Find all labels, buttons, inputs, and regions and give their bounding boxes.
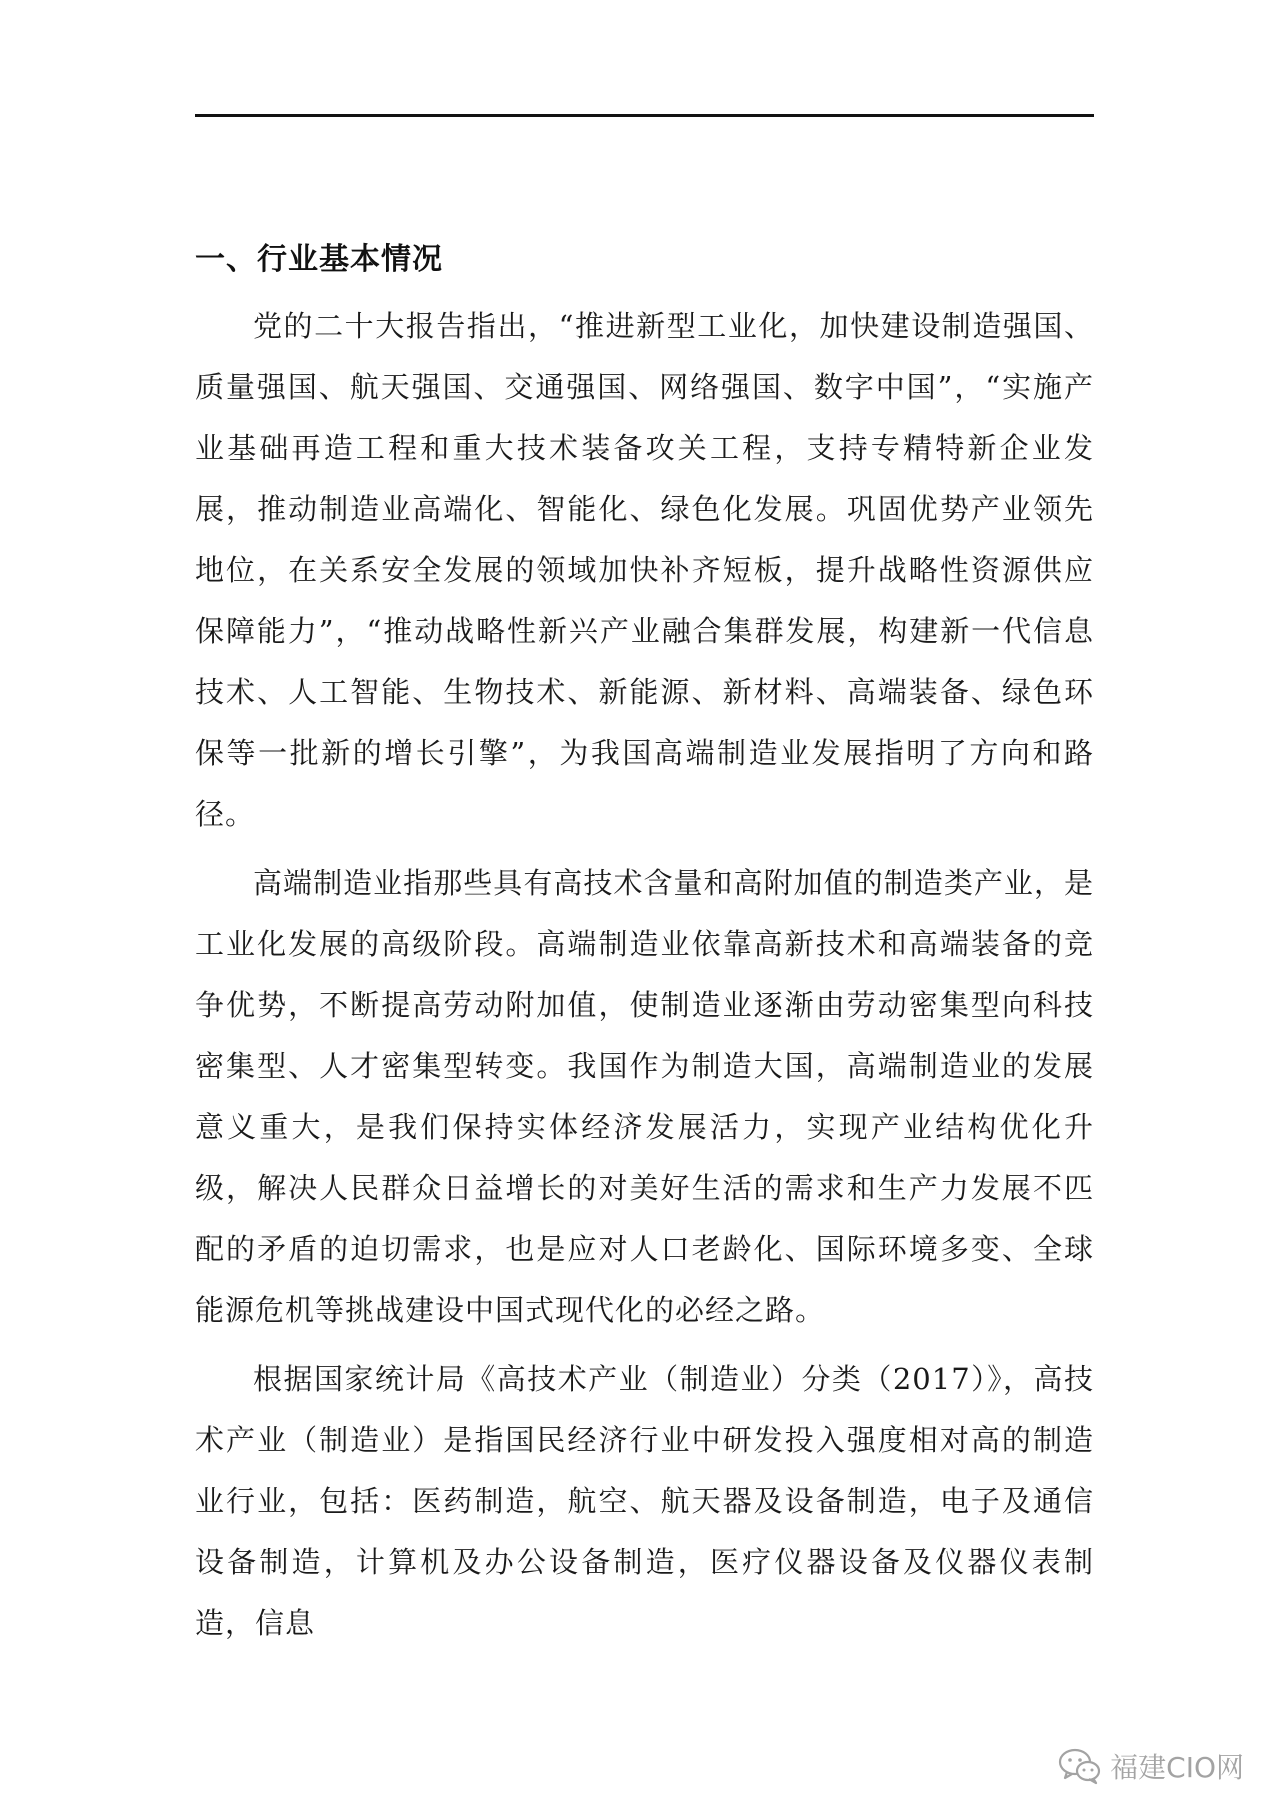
paragraph-2: 高端制造业指那些具有高技术含量和高附加值的制造类产业，是工业化发展的高级阶段。高端制造业依靠高新技术和高端装备的竞争优势，不断提高劳动附加值，使制造业逐渐由劳动密集型向科技密集型、人才密集型转变。我国作为制造大国，高端制造业的发展意义重大，是我们保持实体经济发展活力，实现产业结构优化升级，解决人民群众日益增长的对美好生活的需求和生产力发展不匹配的矛盾的迫切需求，也是应对人口老龄化、国际环境多变、全球能源危机等挑战建设中国式现代化的必经之路。 <box>195 866 1094 1327</box>
section-heading: 一、行业基本情况 <box>195 242 443 277</box>
header-rule <box>195 114 1094 117</box>
paragraph-1: 党的二十大报告指出，“推进新型工业化，加快建设制造强国、质量强国、航天强国、交通强国、网络强国、数字中国”，“实施产业基础再造工程和重大技术装备攻关工程，支持专精特新企业发展，推动制造业高端化、智能化、绿色化发展。巩固优势产业领先地位，在关系安全发展的领域加快补齐短板，提升战略性资源供应保障能力”，“推动战略性新兴产业融合集群发展，构建新一代信息技术、人工智能、生物技术、新能源、新材料、高端装备、绿色环保等一批新的增长引擎”，为我国高端制造业发展指明了方向和路径。 <box>195 309 1094 831</box>
paragraph-3: 根据国家统计局《高技术产业（制造业）分类（2017）》，高技术产业（制造业）是指国民经济行业中研发投入强度相对高的制造业行业，包括：医药制造，航空、航天器及设备制造，电子及通信设备制造，计算机及办公设备制造，医疗仪器设备及仪器仪表制造，信息 <box>195 1362 1094 1640</box>
document-body <box>195 230 1094 1662</box>
watermark-text: 福建CIO网 <box>1110 1751 1244 1784</box>
watermark <box>1058 1746 1244 1786</box>
wechat-icon <box>1058 1747 1102 1785</box>
